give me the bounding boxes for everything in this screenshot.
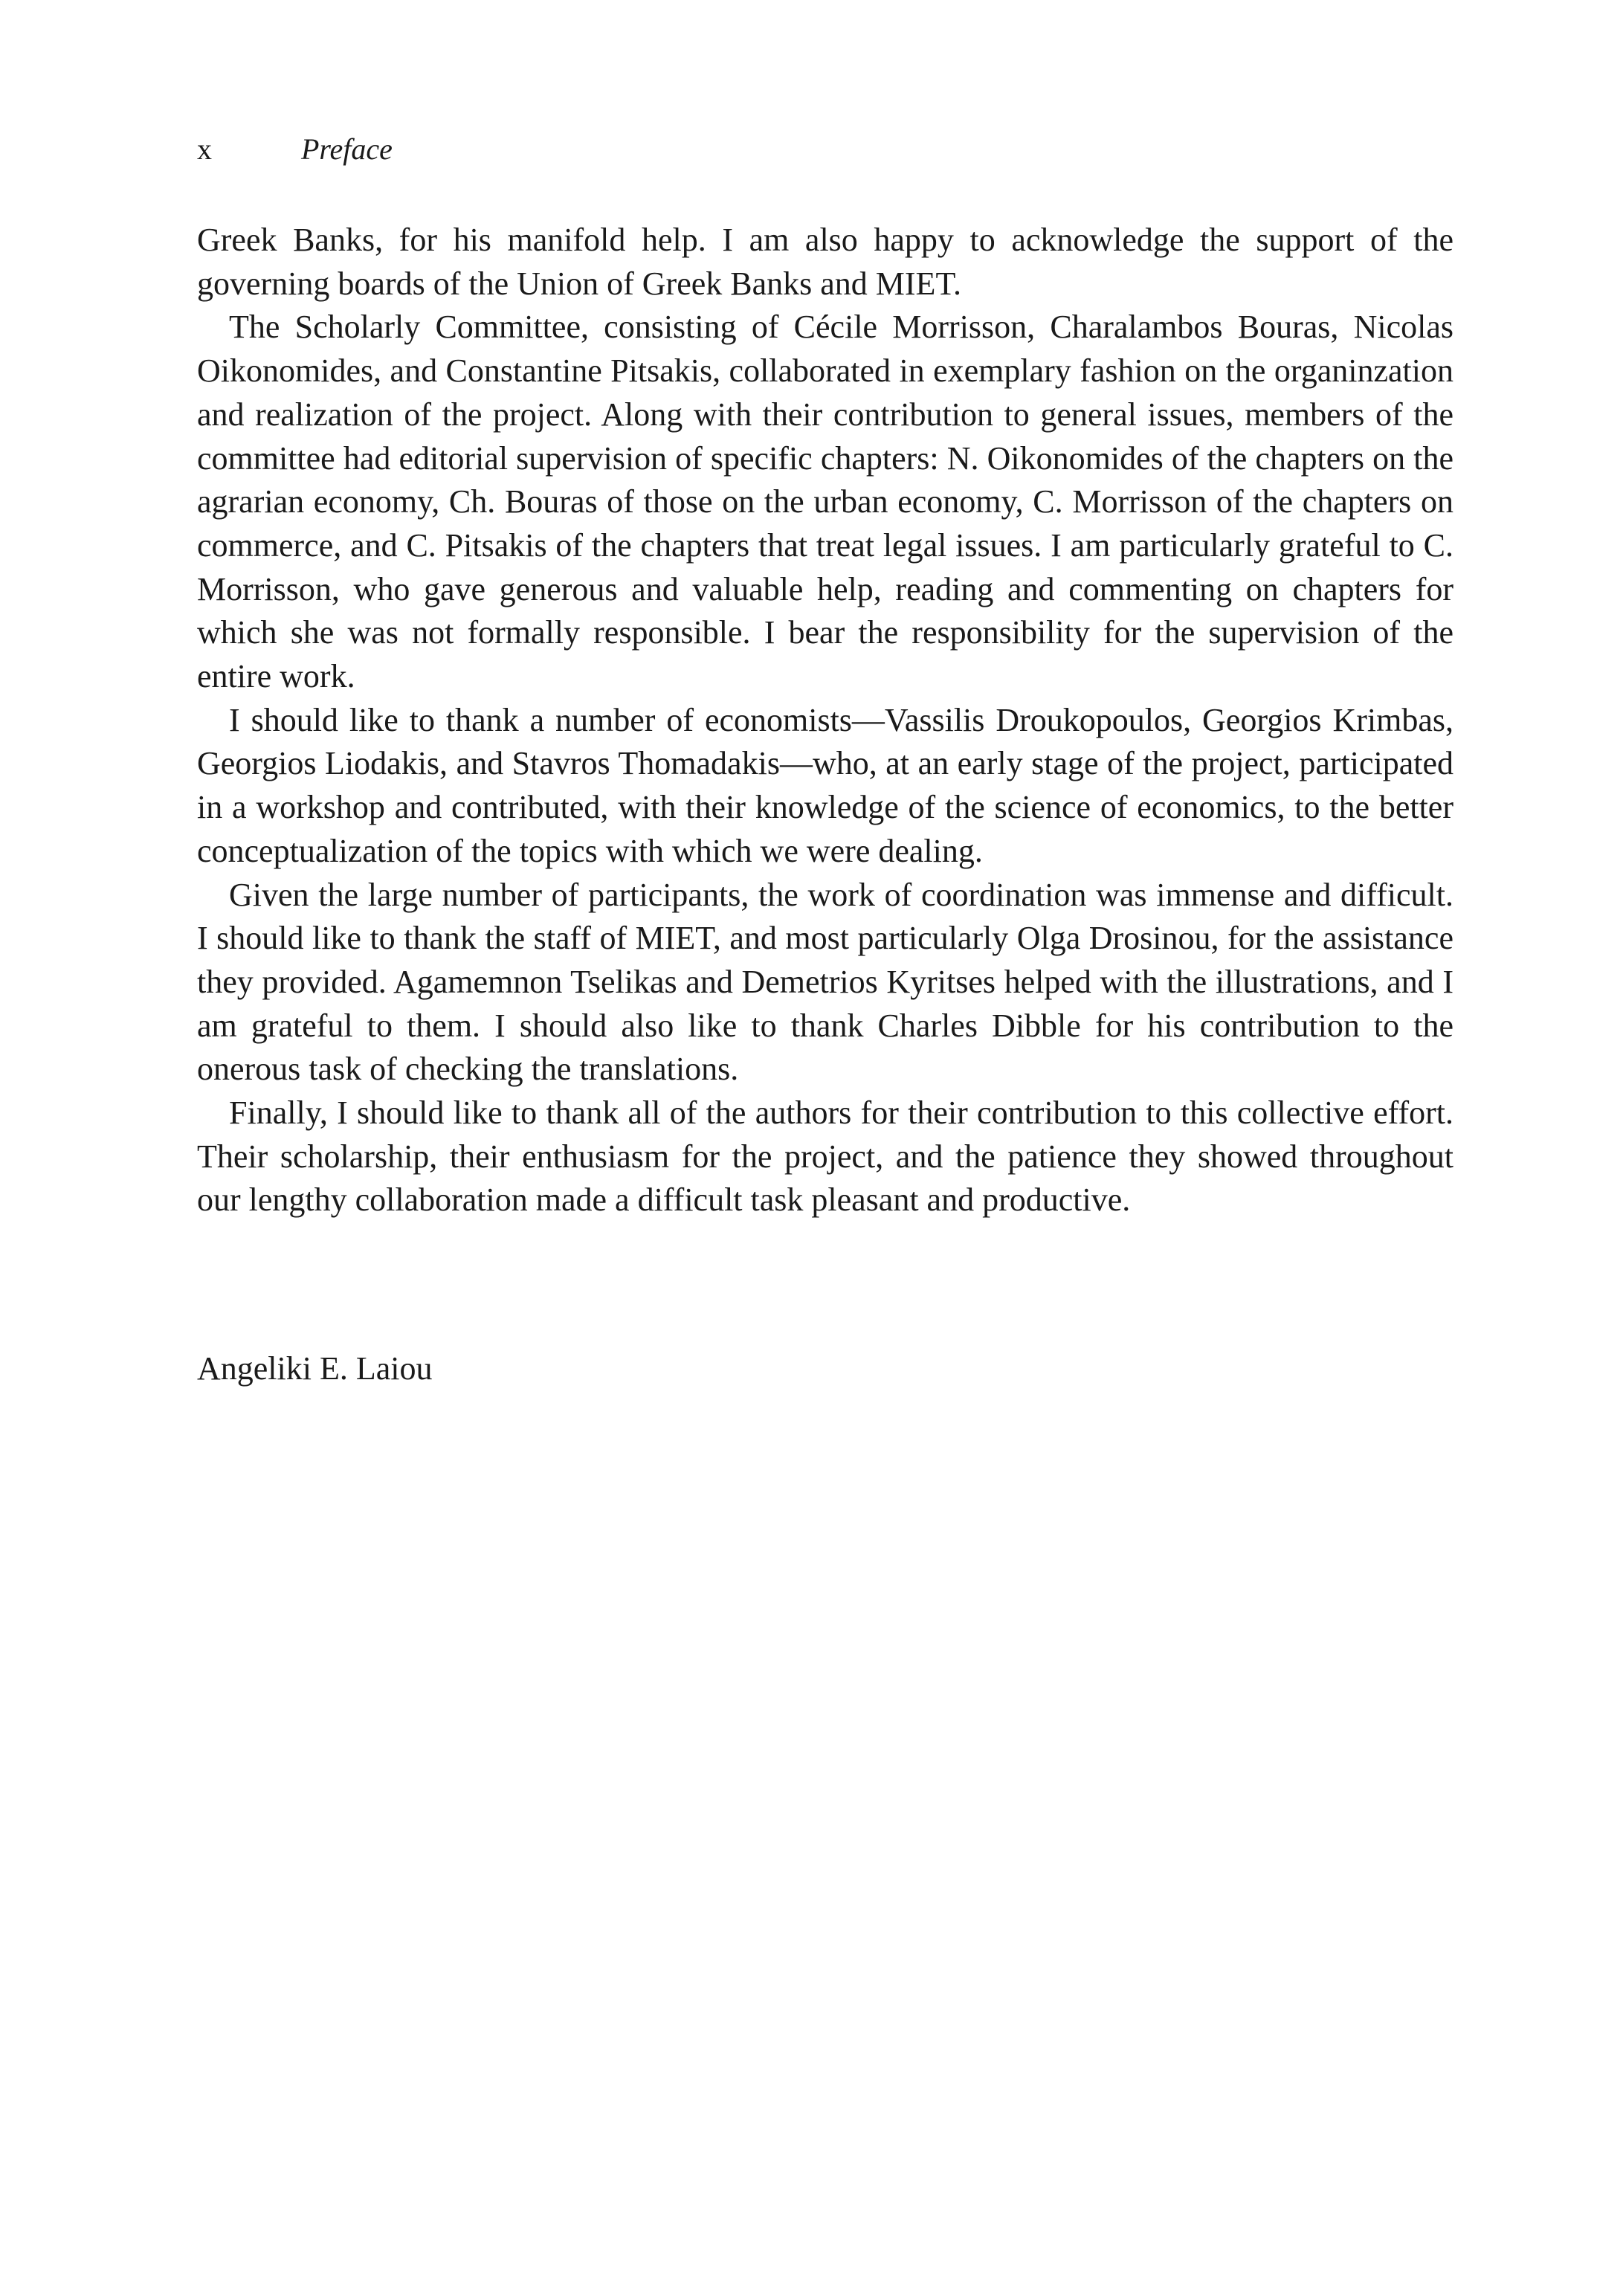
- paragraph-scholarly-committee: The Scholarly Committee, consisting of Cécile Morrisson, Charalambos Bouras, Nicolas Oikonomides, and Constantine Pitsakis, collaborated in exemplary fashion on the organinzation and realization of the project. Along with their contribution to general issues, members of the committee had editorial supervision of specific chapters: N. Oikonomides of the chapters on the agrarian economy, Ch. Bouras of those on the urban economy, C. Morrisson of the chapters on commerce, and C. Pitsakis of the chapters that treat legal issues. I am particularly grateful to C. Morrisson, who gave generous and valuable help, reading and commenting on chapters for which she was not formally responsible. I bear the responsibility for the supervision of the entire work.: [197, 309, 1453, 695]
- author-signature: Angeliki E. Laiou: [197, 1350, 433, 1387]
- running-head: [197, 131, 393, 168]
- paragraph-coordination: Given the large number of participants, the work of coordination was immense and difficult. I should like to thank the staff of MIET, and most particularly Olga Drosinou, for the assistance they provided. Agamemnon Tselikas and Demetrios Kyritses helped with the illustrations, and I am grateful to them. I should also like to thank Charles Dibble for his contribution to the onerous task of checking the translations.: [197, 876, 1453, 1088]
- paragraph-continuation: Greek Banks, for his manifold help. I am also happy to acknowledge the support of the governing boards of the Union of Greek Banks and MIET.: [197, 222, 1453, 302]
- paragraph-economists: I should like to thank a number of economists—Vassilis Droukopoulos, Georgios Krimbas, Georgios Liodakis, and Stavros Thomadakis—who, at an early stage of the project, participated in a workshop and contributed, with their knowledge of the science of economics, to the better conceptualization of the topics with which we were dealing.: [197, 701, 1453, 869]
- page-number: x: [197, 132, 212, 166]
- preface-body: [197, 219, 1453, 1222]
- paragraph-authors: Finally, I should like to thank all of the authors for their contribution to this collective effort. Their scholarship, their enthusiasm for the project, and the patience they showed throughout our lengthy collaboration made a difficult task pleasant and productive.: [197, 1094, 1453, 1219]
- running-title: Preface: [301, 132, 393, 166]
